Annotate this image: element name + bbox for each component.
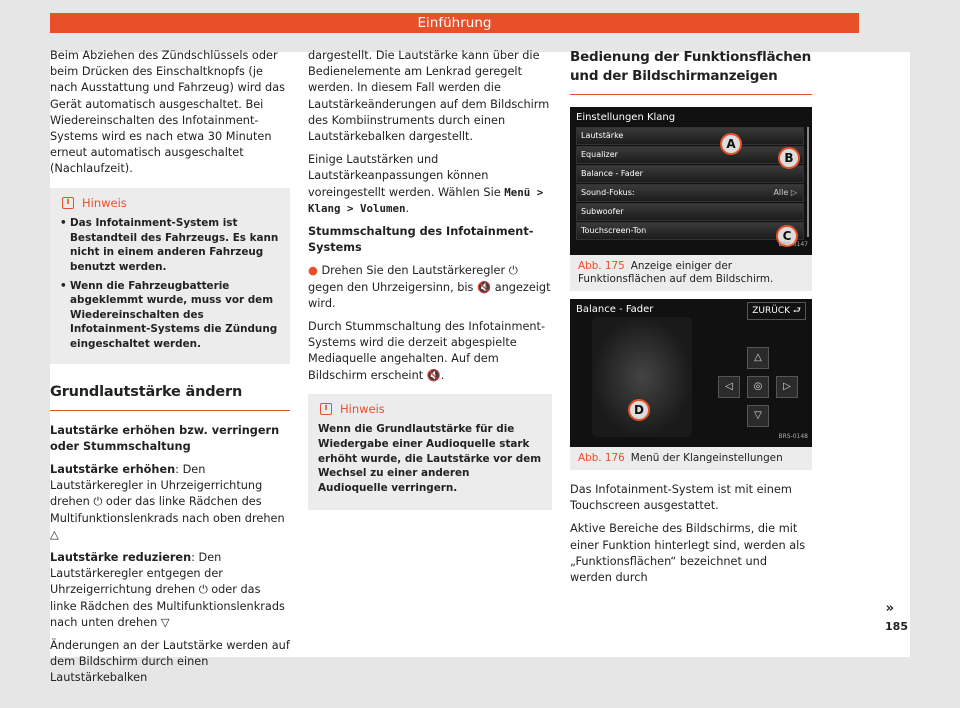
sub-title-mute: Stummschaltung des Infotainment-Systems: [308, 225, 534, 255]
screen-title: Einstellungen Klang: [576, 112, 676, 123]
callout-c: C: [776, 225, 798, 247]
row-label: Sound-Fokus:: [581, 188, 635, 197]
chapter-header: Einführung: [50, 13, 859, 33]
label-increase: Lautstärke erhöhen: [50, 462, 176, 476]
settings-list: [576, 127, 804, 241]
note-box: [50, 188, 290, 364]
caption-number: Abb. 176: [578, 452, 625, 464]
note-text: Wenn die Grundlautstärke für die Wiedergabe einer Audioquelle stark erhöht wurde, die Lautstärke vor dem Wechsel zu einer anderen Audioquelle verringern.: [318, 423, 542, 494]
bullet-icon: ●: [308, 264, 322, 278]
section-title-touch: Bedienung der Funktionsflächen und der Bildschirmanzeigen: [570, 48, 812, 95]
sub-title-volume: Lautstärke erhöhen bzw. verringern oder Stummschaltung: [50, 423, 280, 453]
section-title-volume: Grundlautstärke ändern: [50, 382, 290, 411]
paragraph-mute-info: Durch Stummschaltung des Infotainment-Systems wird die derzeit abgespielte Mediaquelle angehalten. Auf dem Bildschirm erscheint 🔇.: [308, 320, 546, 382]
note-header: [318, 402, 542, 417]
note-header: [60, 196, 280, 211]
caption-175: [570, 255, 812, 291]
balance-dpad: [718, 347, 798, 427]
caption-text: Anzeige einiger der Funktionsflächen auf dem Bildschirm.: [578, 260, 774, 285]
paragraph-decrease: [50, 550, 290, 631]
callout-d: D: [628, 399, 650, 421]
right-arrow-icon: ▷: [776, 376, 798, 398]
settings-row: [576, 146, 804, 164]
text-increase: : Den Lautstärkeregler in Uhrzeigerrichtung drehen ⏻ oder das linke Rädchen des Multifunktionslenkrads nach oben drehen △: [50, 462, 285, 541]
figure-code: BRS-0148: [778, 432, 808, 440]
info-icon: i: [62, 197, 74, 209]
note-item: • Wenn die Fahrzeugbatterie abgeklemmt wurde, muss vor dem Wiedereinschalten des Infotainment-Systems die Zündung eingeschaltet werden.: [60, 279, 280, 352]
callout-a: A: [720, 133, 742, 155]
callout-b: B: [778, 147, 800, 169]
row-label: Equalizer: [581, 150, 618, 159]
row-value: Alle ▷: [773, 188, 797, 197]
page-number: 185: [885, 620, 908, 633]
bullet-mute-text: Drehen Sie den Lautstärkeregler ⏻ gegen den Uhrzeigersinn, bis 🔇 angezeigt wird.: [308, 264, 551, 310]
screen-title: Balance - Fader: [576, 304, 654, 315]
note-box-2: [308, 394, 552, 511]
presets-text: Einige Lautstärken und Lautstärkeanpassungen können voreingestellt werden. Wählen Sie: [308, 153, 505, 199]
intro-paragraph: Beim Abziehen des Zündschlüssels oder beim Drücken des Einschaltknopfs (je nach Ausstattung und Fahrzeug) wird das Gerät automatisch ausgeschaltet. Bei Wiedereinschalten des Infotainment-Systems wird es nach etwa 30 Minuten erneut automatisch ausgeschaltet (Nachlaufzeit).: [50, 49, 286, 176]
back-button: ZURÜCK ⮐: [747, 302, 806, 320]
label-decrease: Lautstärke reduzieren: [50, 550, 192, 564]
text-decrease: : Den Lautstärkeregler entgegen der Uhrzeigerrichtung drehen ⏻ oder das linke Rädchen des Multifunktionslenkrads nach unten drehen ▽: [50, 550, 285, 629]
column-1: [50, 48, 290, 694]
caption-number: Abb. 175: [578, 260, 625, 272]
caption-176: [570, 447, 812, 470]
settings-row: [576, 203, 804, 221]
paragraph-increase: [50, 462, 290, 543]
paragraph-function-areas: Aktive Bereiche des Bildschirms, die mit einer Funktion hinterlegt sind, werden als „Funktionsflächen“ bezeichnet und werden durch: [570, 522, 806, 585]
settings-row: [576, 184, 804, 202]
row-label: Lautstärke: [581, 131, 624, 140]
note-title: Hinweis: [82, 195, 127, 210]
row-label: Subwoofer: [581, 207, 624, 216]
note-item: • Das Infotainment-System ist Bestandteil des Fahrzeugs. Es kann nicht in einem anderen Fahrzeug benutzt werden.: [60, 216, 280, 274]
scrollbar: [807, 127, 809, 237]
presets-end: .: [405, 201, 410, 215]
column-3: [570, 48, 812, 593]
menu-path: Menü > Klang > Volumen: [308, 185, 544, 215]
paragraph-touchscreen: Das Infotainment-System ist mit einem Touchscreen ausgestattet.: [570, 483, 792, 513]
down-arrow-icon: ▽: [747, 405, 769, 427]
settings-row: [576, 127, 804, 145]
row-label: Touchscreen-Ton: [581, 226, 647, 235]
row-label: Balance - Fader: [581, 169, 643, 178]
center-icon: ◎: [747, 376, 769, 398]
paragraph-changes: Änderungen an der Lautstärke werden auf dem Bildschirm durch einen Lautstärkebalken: [50, 639, 290, 685]
continue-marker: »: [885, 601, 894, 616]
up-arrow-icon: △: [747, 347, 769, 369]
bullet-mute: [308, 263, 552, 312]
settings-row: [576, 165, 804, 183]
note-title: Hinweis: [340, 401, 385, 416]
figure-176: [570, 299, 812, 447]
left-arrow-icon: ◁: [718, 376, 740, 398]
figure-175: [570, 107, 812, 255]
figure-code: BRS-0147: [778, 240, 808, 248]
paragraph-steering: dargestellt. Die Lautstärke kann über die Bedienelemente am Lenkrad geregelt werden. In diesem Fall werden die Lautstärkeänderungen auf dem Bildschirm des Kombiinstruments durch einen Lautstärkebalken dargestellt.: [308, 49, 550, 144]
info-icon: i: [320, 403, 332, 415]
settings-row: [576, 222, 804, 240]
paragraph-presets: [308, 152, 552, 217]
column-2: [308, 48, 552, 524]
caption-text: Menü der Klangeinstellungen: [630, 452, 783, 464]
